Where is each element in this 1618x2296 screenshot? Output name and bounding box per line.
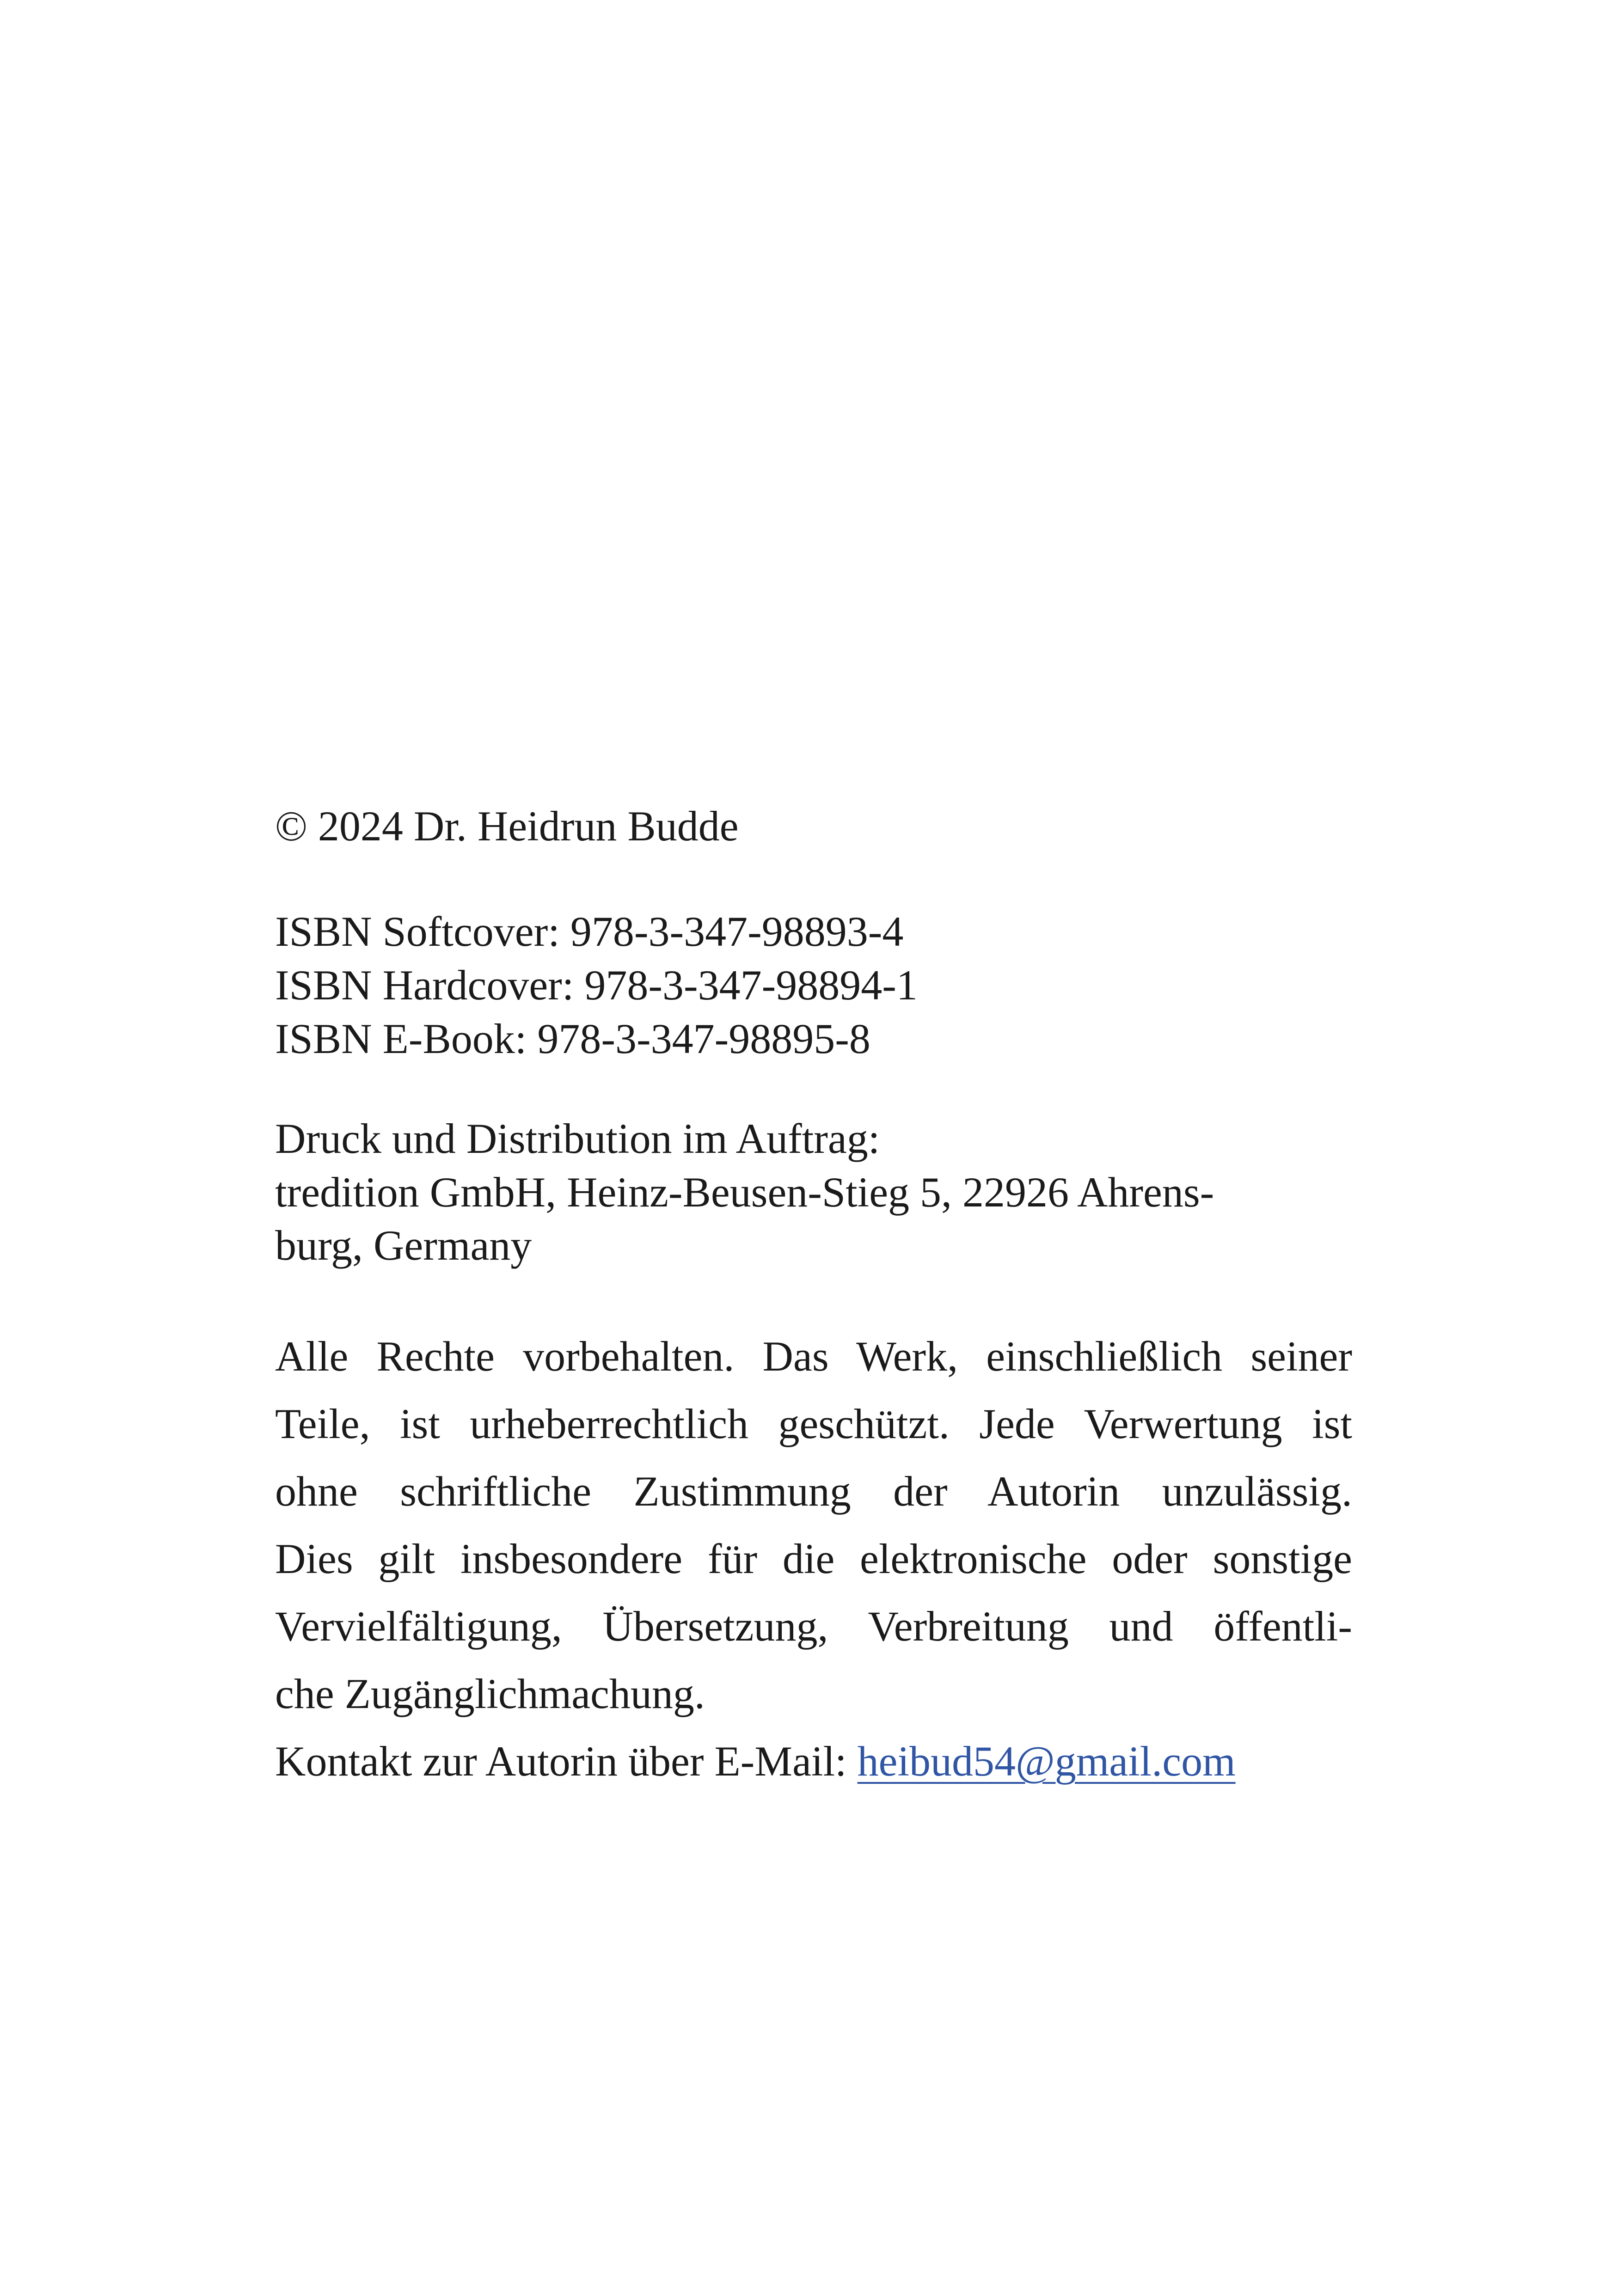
publisher-address-line2: burg, Germany bbox=[275, 1222, 532, 1269]
rights-text-line: Dies gilt insbesondere für die elektronische oder sonstige bbox=[275, 1535, 1352, 1583]
imprint-page bbox=[275, 800, 1352, 1795]
spacer bbox=[275, 1273, 1352, 1322]
spacer bbox=[275, 1066, 1352, 1112]
rights-text-line: che Zugänglichmachung. bbox=[275, 1670, 705, 1718]
author-email-link[interactable]: heibud54@gmail.com bbox=[857, 1738, 1236, 1785]
print-distribution-block bbox=[275, 1112, 1352, 1273]
rights-text-line: Vervielfältigung, Übersetzung, Verbreitung und öffentli- bbox=[275, 1603, 1352, 1650]
contact-label: Kontakt zur Autorin über E-Mail: bbox=[275, 1738, 858, 1785]
copyright-line: © 2024 Dr. Heidrun Budde bbox=[275, 802, 739, 850]
isbn-ebook: ISBN E-Book: 978-3-347-98895-8 bbox=[275, 1015, 870, 1062]
rights-text-line: Teile, ist urheberrechtlich geschützt. Jede Verwertung ist bbox=[275, 1400, 1352, 1448]
isbn-hardcover: ISBN Hardcover: 978-3-347-98894-1 bbox=[275, 961, 918, 1009]
contact-line bbox=[275, 1727, 1352, 1795]
spacer bbox=[275, 853, 1352, 905]
isbn-softcover: ISBN Softcover: 978-3-347-98893-4 bbox=[275, 907, 904, 955]
rights-block bbox=[275, 1322, 1352, 1795]
rights-text-line: Alle Rechte vorbehalten. Das Werk, einschließlich seiner bbox=[275, 1333, 1352, 1380]
isbn-block bbox=[275, 905, 1352, 1066]
rights-text-line: ohne schriftliche Zustimmung der Autorin unzulässig. bbox=[275, 1468, 1352, 1515]
print-heading: Druck und Distribution im Auftrag: bbox=[275, 1114, 880, 1162]
publisher-address-line1: tredition GmbH, Heinz-Beusen-Stieg 5, 22926 Ahrens- bbox=[275, 1168, 1214, 1216]
